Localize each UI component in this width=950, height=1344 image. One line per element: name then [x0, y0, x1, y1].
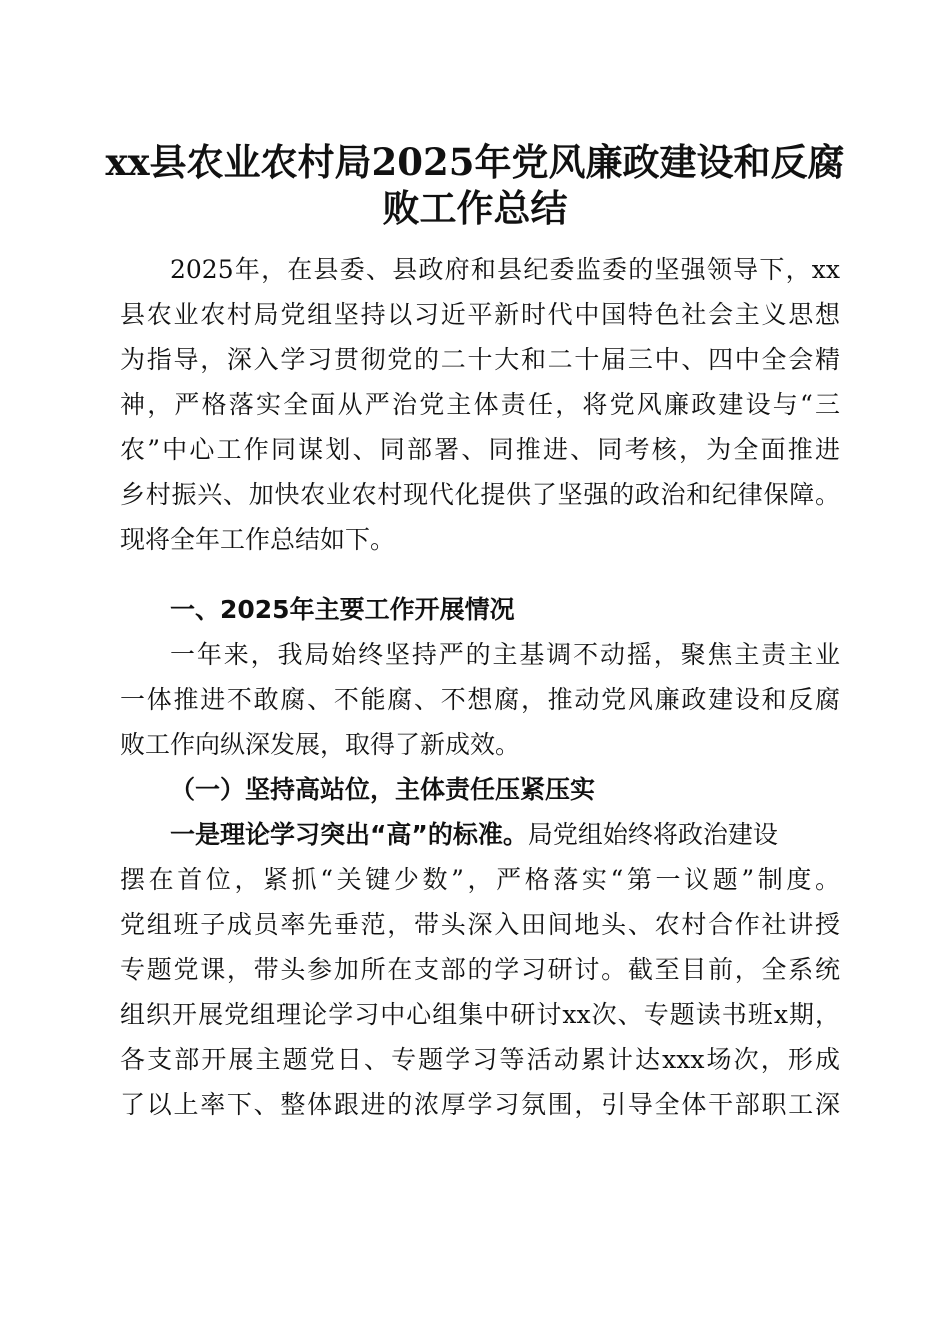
point-1-line-2: 摆在首位，紧抓“关键少数”，严格落实“第一议题”制度。: [120, 865, 840, 894]
intro-line-3: 为指导，深入学习贯彻党的二十大和二十届三中、四中全会精: [120, 345, 840, 374]
intro-line-4: 神，严格落实全面从严治党主体责任，将党风廉政建设与“三: [120, 390, 840, 419]
section-1-heading: 一、2025年主要工作开展情况: [170, 595, 515, 624]
intro-line-1: 2025年，在县委、县政府和县纪委监委的坚强领导下，xx: [170, 255, 840, 284]
intro-line-5: 农”中心工作同谋划、同部署、同推进、同考核，为全面推进: [120, 435, 840, 464]
subsection-1-heading: （一）坚持高站位，主体责任压紧压实: [170, 775, 596, 804]
point-1-first-rest: 局党组始终将政治建设: [527, 820, 778, 849]
section-1-line-1: 一年来，我局始终坚持严的主基调不动摇，聚焦主责主业: [170, 640, 840, 669]
point-1-line-1: [170, 817, 840, 853]
intro-line-7: 现将全年工作总结如下。: [120, 525, 396, 554]
point-1-line-3: 党组班子成员率先垂范，带头深入田间地头、农村合作社讲授: [120, 910, 840, 939]
document-title-line-1: xx县农业农村局2025年党风廉政建设和反腐: [105, 140, 845, 184]
point-1-line-6: 各支部开展主题党日、专题学习等活动累计达xxx场次，形成: [120, 1045, 840, 1074]
point-1-line-4: 专题党课，带头参加所在支部的学习研讨。截至目前，全系统: [120, 955, 840, 984]
document-title-line-2: 败工作总结: [382, 186, 568, 230]
section-1-line-2: 一体推进不敢腐、不能腐、不想腐，推动党风廉政建设和反腐: [120, 685, 840, 714]
section-1-line-3: 败工作向纵深发展，取得了新成效。: [120, 730, 521, 759]
intro-line-6: 乡村振兴、加快农业农村现代化提供了坚强的政治和纪律保障。: [120, 480, 840, 509]
point-1-line-5: 组织开展党组理论学习中心组集中研讨xx次、专题读书班x期，: [120, 1000, 840, 1029]
intro-line-2: 县农业农村局党组坚持以习近平新时代中国特色社会主义思想: [120, 300, 840, 329]
point-1-bold-lead: 一是理论学习突出“高”的标准。: [170, 820, 528, 849]
point-1-line-7: 了以上率下、整体跟进的浓厚学习氛围，引导全体干部职工深: [120, 1090, 840, 1119]
